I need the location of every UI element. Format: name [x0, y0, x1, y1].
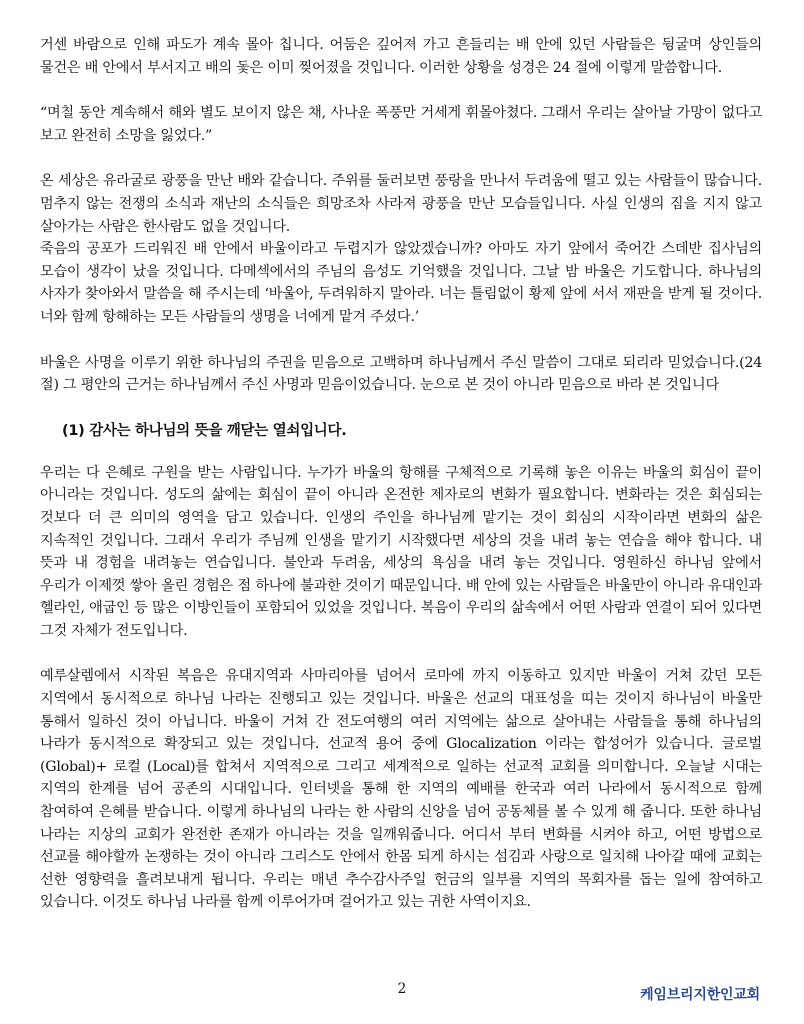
paragraph-paul-prayer: 죽음의 공포가 드리워진 배 안에서 바울이라고 두렵지가 않았겠습니까? 아마도 자기 앞에서 죽어간 스데반 집사님의 모습이 생각이 났을 것입니다. 다메섹에서의 주님의 음성도 기억했을 것입니다. 그날 밤 바울은 기도합니다. 하나님의 사자가 찾아와서 말씀을 해 주시는데 ‘바울아, 두려워하지 말아라. 너는 틀림없이 황제 앞에 서서 재판을 받게 될 것이다. 너와 함께 항해하는 모든 사람들의 생명을 너에게 맡겨 주셨다.’	[40, 241, 762, 325]
section-heading: (1) 감사는 하나님의 뜻을 깨닫는 열쇠입니다.	[62, 422, 347, 439]
document-body	[40, 34, 762, 937]
paragraph-storm: 거센 바람으로 인해 파도가 계속 몰아 칩니다. 어둠은 깊어져 가고 흔들리는 배 안에 있던 사람들은 뒹굴며 상인들의 물건은 배 안에서 부서지고 배의 돛은 이미 찢어졌을 것입니다. 이러한 상황을 성경은 24 절에 이렇게 말씀합니다.	[40, 37, 762, 76]
paragraph-paul-faith: 바울은 사명을 이루기 위한 하나님의 주권을 믿음으로 고백하며 하나님께서 주신 말씀이 그대로 되리라 믿었습니다.(24 절) 그 평안의 근거는 하나님께서 주신 사명과 믿음이었습니다. 눈으로 본 것이 아니라 믿음으로 바라 본 것입니다	[40, 354, 762, 394]
page-number: 2	[397, 981, 407, 997]
paragraph-transformation: 우리는 다 은혜로 구원을 받는 사람입니다. 누가가 바울의 항해를 구체적으로 기록해 놓은 이유는 바울의 회심이 끝이 아니라는 것입니다. 성도의 삶에는 회심이 끝이 아니라 온전한 제자로의 변화가 필요합니다. 변화라는 것은 회심되는 것보다 더 큰 의미의 영역을 담고 있습니다. 인생의 주인을 하나님께 맡기는 것이 회심의 시작이라면 변화의 삶은 지속적인 것입니다. 그래서 우리가 주님께 인생을 맡기기 시작했다면 세상의 것을 내려 놓는 연습을 해야 합니다. 내 뜻과 내 경험을 내려놓는 연습입니다. 불안과 두려움, 세상의 욕심을 내려 놓는 것입니다. 영원하신 하나님 앞에서 우리가 이제껏 쌓아 올린 경험은 점 하나에 불과한 것이기 때문입니다. 배 안에 있는 사람들은 바울만이 아니라 유대인과 헬라인, 애굽인 등 많은 이방인들이 포함되어 있었을 것입니다. 복음이 우리의 삶속에서 어떤 사람과 연결이 되어 있다면 그것 자체가 전도입니다.	[40, 464, 763, 639]
paragraph-scripture-quote: “며칠 동안 계속해서 해와 별도 보이지 않은 채, 사나운 폭풍만 거세게 휘몰아쳤다. 그래서 우리는 살아날 가망이 없다고 보고 완전히 소망을 잃었다.”	[40, 105, 762, 144]
paragraph-world-storm: 온 세상은 유라굴로 광풍을 만난 배와 같습니다. 주위를 둘러보면 풍랑을 만나서 두려움에 떨고 있는 사람들이 많습니다. 멈추지 않는 전쟁의 소식과 재난의 소식들은 희망조차 사라져 광풍을 만난 모습들입니다. 사실 인생의 짐을 지지 않고 살아가는 사람은 한사람도 없을 것입니다.	[40, 173, 762, 235]
church-name: 케임브리지한인교회	[640, 987, 760, 1003]
paragraph-glocalization: 예루살렘에서 시작된 복음은 유대지역과 사마리아를 넘어서 로마에 까지 이동하고 있지만 바울이 거쳐 갔던 모든 지역에서 동시적으로 하나님 나라는 진행되고 있는 것입니다. 바울은 선교의 대표성을 띠는 것이지 하나님이 바울만 통해서 일하신 것이 아닙니다. 바울이 거쳐 간 전도여행의 여러 지역에는 삶으로 살아내는 사람들을 통해 하나님의 나라가 동시적으로 확장되고 있는 것입니다. 선교적 용어 중에 Glocalization 이라는 합성어가 있습니다. 글로벌(Global)+ 로컬 (Local)를 합쳐서 지역적으로 그리고 세계적으로 일하는 선교적 교회를 의미합니다. 오늘날 시대는 지역의 한계를 넘어 공존의 시대입니다. 인터넷을 통해 한 지역의 예배를 한국과 여러 나라에서 동시적으로 함께 참여하여 은혜를 받습니다. 이렇게 하나님의 나라는 한 사람의 신앙을 넘어 공동체를 볼 수 있게 해 줍니다. 또한 하나님 나라는 지상의 교회가 완전한 존재가 아니라는 것을 일깨워줍니다. 어디서 부터 변화를 시켜야 하고, 어떤 방법으로 선교를 해야할까 논쟁하는 것이 아니라 그리스도 안에서 한몸 되게 하시는 섬김과 사랑으로 일치해 나아갈 때에 교회는 선한 영향력을 흘려보내게 됩니다. 우리는 매년 추수감사주일 헌금의 일부를 지역의 목회자를 돕는 일에 참여하고 있습니다. 이것도 하나님 나라를 함께 이루어가며 걸어가고 있는 귀한 사역이지요.	[40, 668, 762, 911]
